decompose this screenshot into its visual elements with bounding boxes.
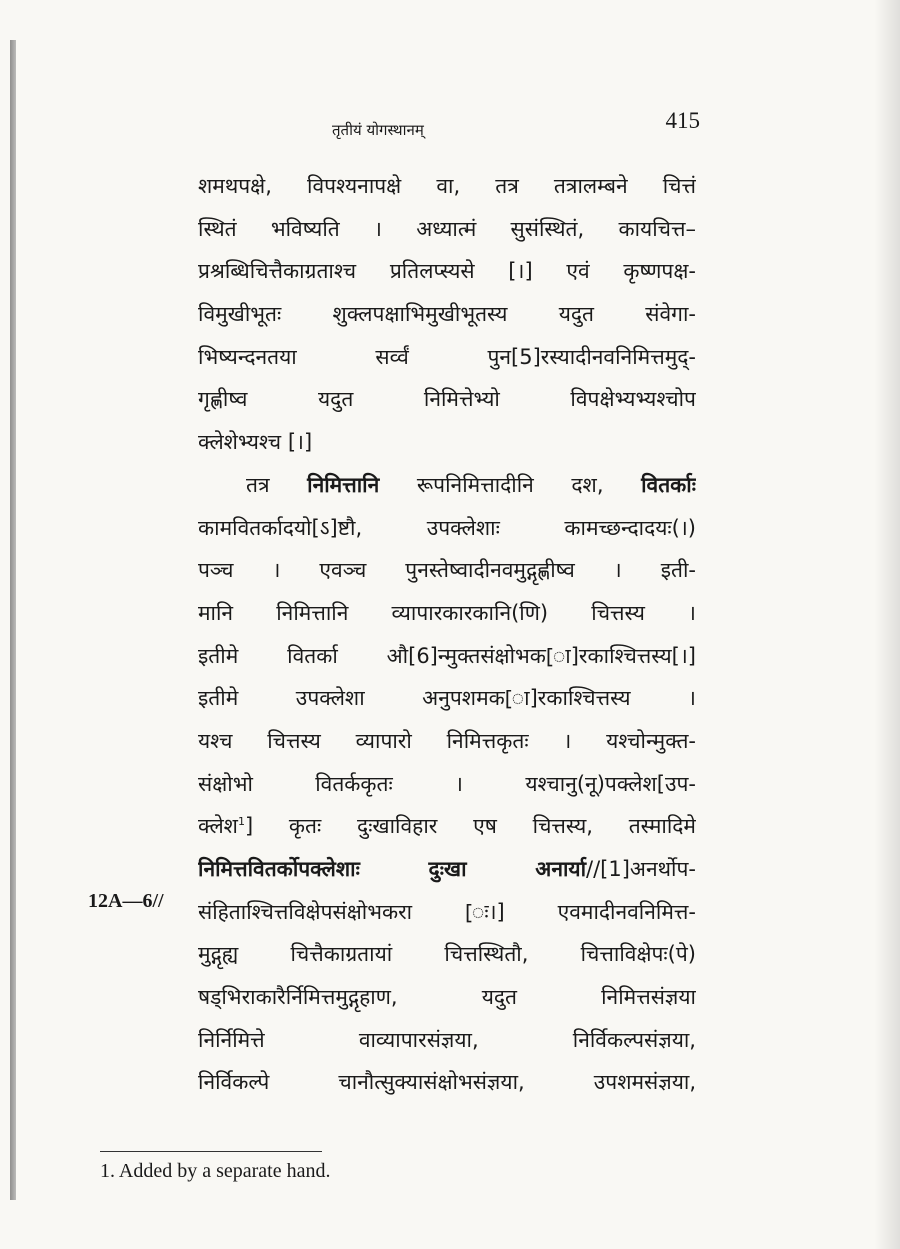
- text-line: संक्षोभो वितर्ककृतः । यश्चानु(नू)पक्लेश[उप-: [198, 771, 696, 796]
- text-line: निर्निमित्ते वाव्यापारसंज्ञया, निर्विकल्पसंज्ञया,: [198, 1027, 696, 1052]
- main-text: [198, 165, 696, 1104]
- bold-term: निमित्तवितर्कोपक्लेशाः दुःखा अनार्या: [198, 857, 587, 881]
- running-head: तृतीयं योगस्थानम्: [332, 121, 424, 139]
- text-line: स्थितं भविष्यति । अध्यात्मं सुसंस्थितं, कायचित्त–: [198, 216, 696, 241]
- text-line: निर्विकल्पे चानौत्सुक्यासंक्षोभसंज्ञया, उपशमसंज्ञया,: [198, 1070, 696, 1095]
- text-line: शमथपक्षे, विपश्यनापक्षे वा, तत्र तत्रालम्बने चित्तं: [198, 174, 696, 198]
- text-line: भिष्यन्दनतया सर्व्वं पुन[5]रस्यादीनवनिमित्तमुद्-: [198, 344, 696, 369]
- text-line: षड्भिराकारैर्निमित्तमुद्गृहाण, यदुत निमित्तसंज्ञया: [198, 985, 696, 1010]
- bold-term: वितर्काः: [641, 472, 696, 497]
- text-line: गृह्णीष्व यदुत निमित्तेभ्यो विपक्षेभ्यभ्यश्चोप: [198, 387, 696, 412]
- text-line-bold: [198, 848, 696, 891]
- text-line: विमुखीभूतः शुक्लपक्षाभिमुखीभूतस्य यदुत संवेगा-: [198, 302, 696, 327]
- text-line: यश्च चित्तस्य व्यापारो निमित्तकृतः । यश्चोन्मुक्त-: [198, 728, 696, 753]
- page-header: [198, 108, 710, 148]
- text-segment: तत्र: [246, 472, 308, 497]
- text-line: संहिताश्चित्तविक्षेपसंक्षोभकरा [ः।] एवमादीनवनिमित्त-: [198, 899, 696, 924]
- text-line: क्लेशेभ्यश्च [।]: [198, 430, 313, 455]
- text-line: प्रश्रब्धिचित्तैकाग्रताश्च प्रतिलप्स्यसे [।] एवं कृष्णपक्ष-: [198, 259, 696, 284]
- footnote-marker: 1: [237, 815, 245, 829]
- text-line-with-footnote: [198, 805, 696, 848]
- binding-edge: [10, 40, 16, 1200]
- text-segment: //[1]अनर्थोप-: [586, 857, 696, 881]
- footnote-divider: [100, 1151, 322, 1152]
- folio-margin-label: 12A—6//: [88, 890, 164, 912]
- page-number: 415: [665, 108, 700, 133]
- text-line: मानि निमित्तानि व्यापारकारकानि(णि) चित्तस्य ।: [198, 600, 696, 625]
- text-segment: ] कृतः दुःखाविहार एष चित्तस्य, तस्मादिमे: [244, 814, 696, 839]
- text-segment: रूपनिमित्तादीनि दश,: [379, 472, 642, 497]
- paragraph-start-line: [198, 464, 696, 507]
- text-line: इतीमे उपक्लेशा अनुपशमक[ा]रकाश्चित्तस्य ।: [198, 686, 696, 711]
- text-line: इतीमे वितर्का औ[6]न्मुक्तसंक्षोभक[ा]रकाश्चित्तस्य[।]: [198, 643, 696, 668]
- page-shadow: [874, 0, 900, 1249]
- text-line: पञ्च । एवञ्च पुनस्तेष्वादीनवमुद्गृह्णीष्व । इती-: [198, 558, 696, 583]
- text-line: मुद्गृह्य चित्तैकाग्रतायां चित्तस्थितौ, चित्ताविक्षेपः(पे): [198, 942, 696, 967]
- bold-term: निमित्तानि: [307, 472, 380, 497]
- text-segment: क्लेश: [198, 814, 238, 839]
- footnote: 1. Added by a separate hand.: [100, 1160, 331, 1182]
- text-line: कामवितर्कादयो[ऽ]ष्टौ, उपक्लेशाः कामच्छन्दादयः(।): [198, 515, 696, 540]
